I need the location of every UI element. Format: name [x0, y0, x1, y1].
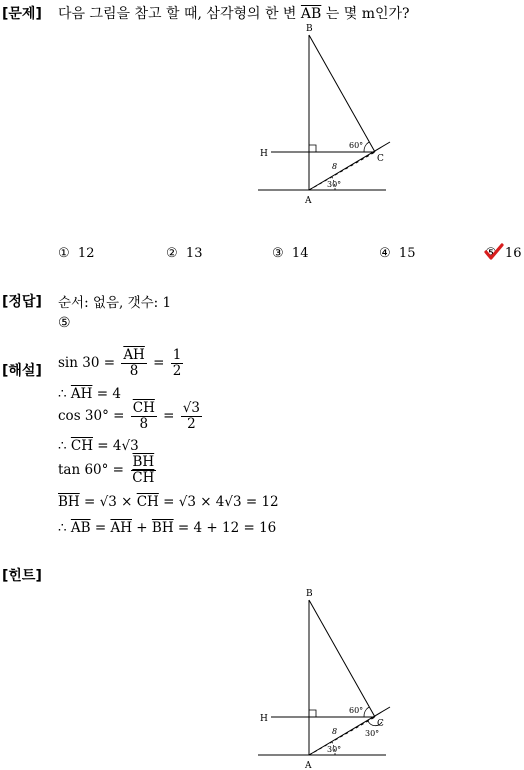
solution-line-2	[58, 386, 121, 402]
l3-den: 8	[139, 416, 149, 432]
solution-line-5	[58, 455, 158, 486]
hint-label-a: A	[305, 761, 312, 770]
question-figure	[250, 20, 400, 210]
solution-line-1	[58, 348, 185, 379]
label-c: C	[377, 154, 384, 164]
fraction-root3-2	[181, 401, 202, 432]
hint-label-angle-30-c: 30°	[365, 729, 380, 738]
l1-eq: =	[153, 355, 165, 371]
hint-label-angle-30: 30°	[327, 745, 342, 754]
label-angle-30: 30°	[327, 180, 342, 189]
l4-rest: = 4√3	[97, 438, 139, 454]
right-angle-mark	[309, 145, 316, 152]
choice-2[interactable]	[166, 246, 202, 261]
question-text-suffix: 는 몇 m인가?	[321, 6, 410, 22]
solution-line-7	[58, 520, 276, 536]
l1-num2: 1	[172, 347, 182, 363]
l7-seg2: $\overline{AH}$	[110, 520, 132, 536]
l7-seg3: $\overline{BH}$	[151, 520, 174, 536]
choice-1[interactable]	[58, 246, 94, 261]
l6-seg1: $\overline{BH}$	[58, 494, 80, 510]
l4-seg: $\overline{CH}$	[70, 438, 93, 454]
solution-line-3	[58, 401, 204, 432]
choice-5-value: 16	[504, 246, 522, 261]
question-label: [문제]	[2, 6, 42, 22]
l7-seg1: $\overline{AB}$	[70, 520, 91, 536]
hint-label-h: H	[260, 714, 268, 724]
l2-seg: $\overline{AH}$	[70, 386, 93, 402]
hint-segment-bc	[309, 600, 375, 717]
angle-arc-60	[364, 142, 369, 152]
choice-4[interactable]	[379, 246, 415, 261]
choice-3[interactable]	[272, 246, 308, 261]
choice-4-marker: ④	[379, 246, 391, 261]
hint-label-c: C	[377, 719, 384, 729]
l2-pre: ∴	[58, 386, 67, 402]
hint-label-b: B	[306, 589, 313, 599]
hint-label-length-8: 8	[332, 727, 338, 736]
choice-2-marker: ②	[166, 246, 178, 261]
fraction-ah-8	[121, 348, 147, 379]
hint-label-angle-60: 60°	[349, 706, 364, 715]
l7-rest: = 4 + 12 = 16	[177, 520, 277, 536]
l3-den2: 2	[187, 416, 196, 432]
question-segment-ab: $\overline{AB}$	[300, 6, 322, 22]
hint-angle-arc-60	[364, 707, 369, 717]
label-b: B	[306, 24, 313, 34]
answer-value: ⑤	[58, 315, 71, 331]
hint-right-angle-mark	[309, 710, 316, 717]
hint-figure	[250, 585, 400, 770]
choice-1-marker: ①	[58, 246, 70, 261]
l7-plus: +	[136, 520, 148, 536]
fraction-bh-ch	[130, 455, 156, 486]
l7-eq: =	[94, 520, 107, 536]
l1-num: $\overline{AH}$	[123, 347, 145, 363]
l3-num2: √3	[182, 400, 200, 416]
l6-seg2: $\overline{CH}$	[136, 494, 159, 510]
l6-rest: = √3 × 4√3 = 12	[163, 494, 279, 510]
l1-den: 8	[129, 363, 139, 379]
label-h: H	[260, 149, 268, 159]
label-a: A	[305, 196, 312, 206]
choice-2-value: 13	[185, 246, 203, 261]
l3-eq: =	[163, 408, 175, 424]
question-text-prefix: 다음 그림을 참고 할 때, 삼각형의 한 변	[58, 6, 301, 22]
solution-label: [해설]	[2, 363, 42, 379]
answer-label: [정답]	[2, 294, 42, 310]
label-length-8: 8	[332, 162, 338, 171]
segment-bc	[309, 35, 375, 152]
l5-num: $\overline{BH}$	[132, 454, 155, 470]
l4-pre: ∴	[58, 438, 67, 454]
l3-num: $\overline{CH}$	[132, 400, 155, 416]
solution-line-6	[58, 494, 279, 510]
l5-lhs: tan 60° =	[58, 462, 124, 478]
answer-meta: 순서: 없음, 갯수: 1	[58, 295, 172, 311]
l1-den2: 2	[172, 363, 182, 379]
l3-lhs: cos 30° =	[58, 408, 125, 424]
fraction-1-2	[171, 348, 184, 379]
l5-den: CH	[132, 470, 155, 486]
choice-1-value: 12	[77, 246, 95, 261]
segment-ac-dashed	[309, 152, 375, 190]
l2-rest: = 4	[96, 386, 121, 402]
fraction-ch-8	[131, 401, 157, 432]
l6-mid: = √3 ×	[84, 494, 133, 510]
choice-3-value: 14	[291, 246, 309, 261]
l1-lhs: sin 30 =	[58, 355, 116, 371]
solution-line-4	[58, 438, 139, 454]
choice-3-marker: ③	[272, 246, 284, 261]
l7-pre: ∴	[58, 520, 67, 536]
hint-label: [힌트]	[2, 568, 42, 584]
choice-4-value: 15	[398, 246, 416, 261]
label-angle-60: 60°	[349, 141, 364, 150]
check-icon	[484, 243, 504, 261]
choice-5-marker: ⑤	[485, 246, 497, 261]
